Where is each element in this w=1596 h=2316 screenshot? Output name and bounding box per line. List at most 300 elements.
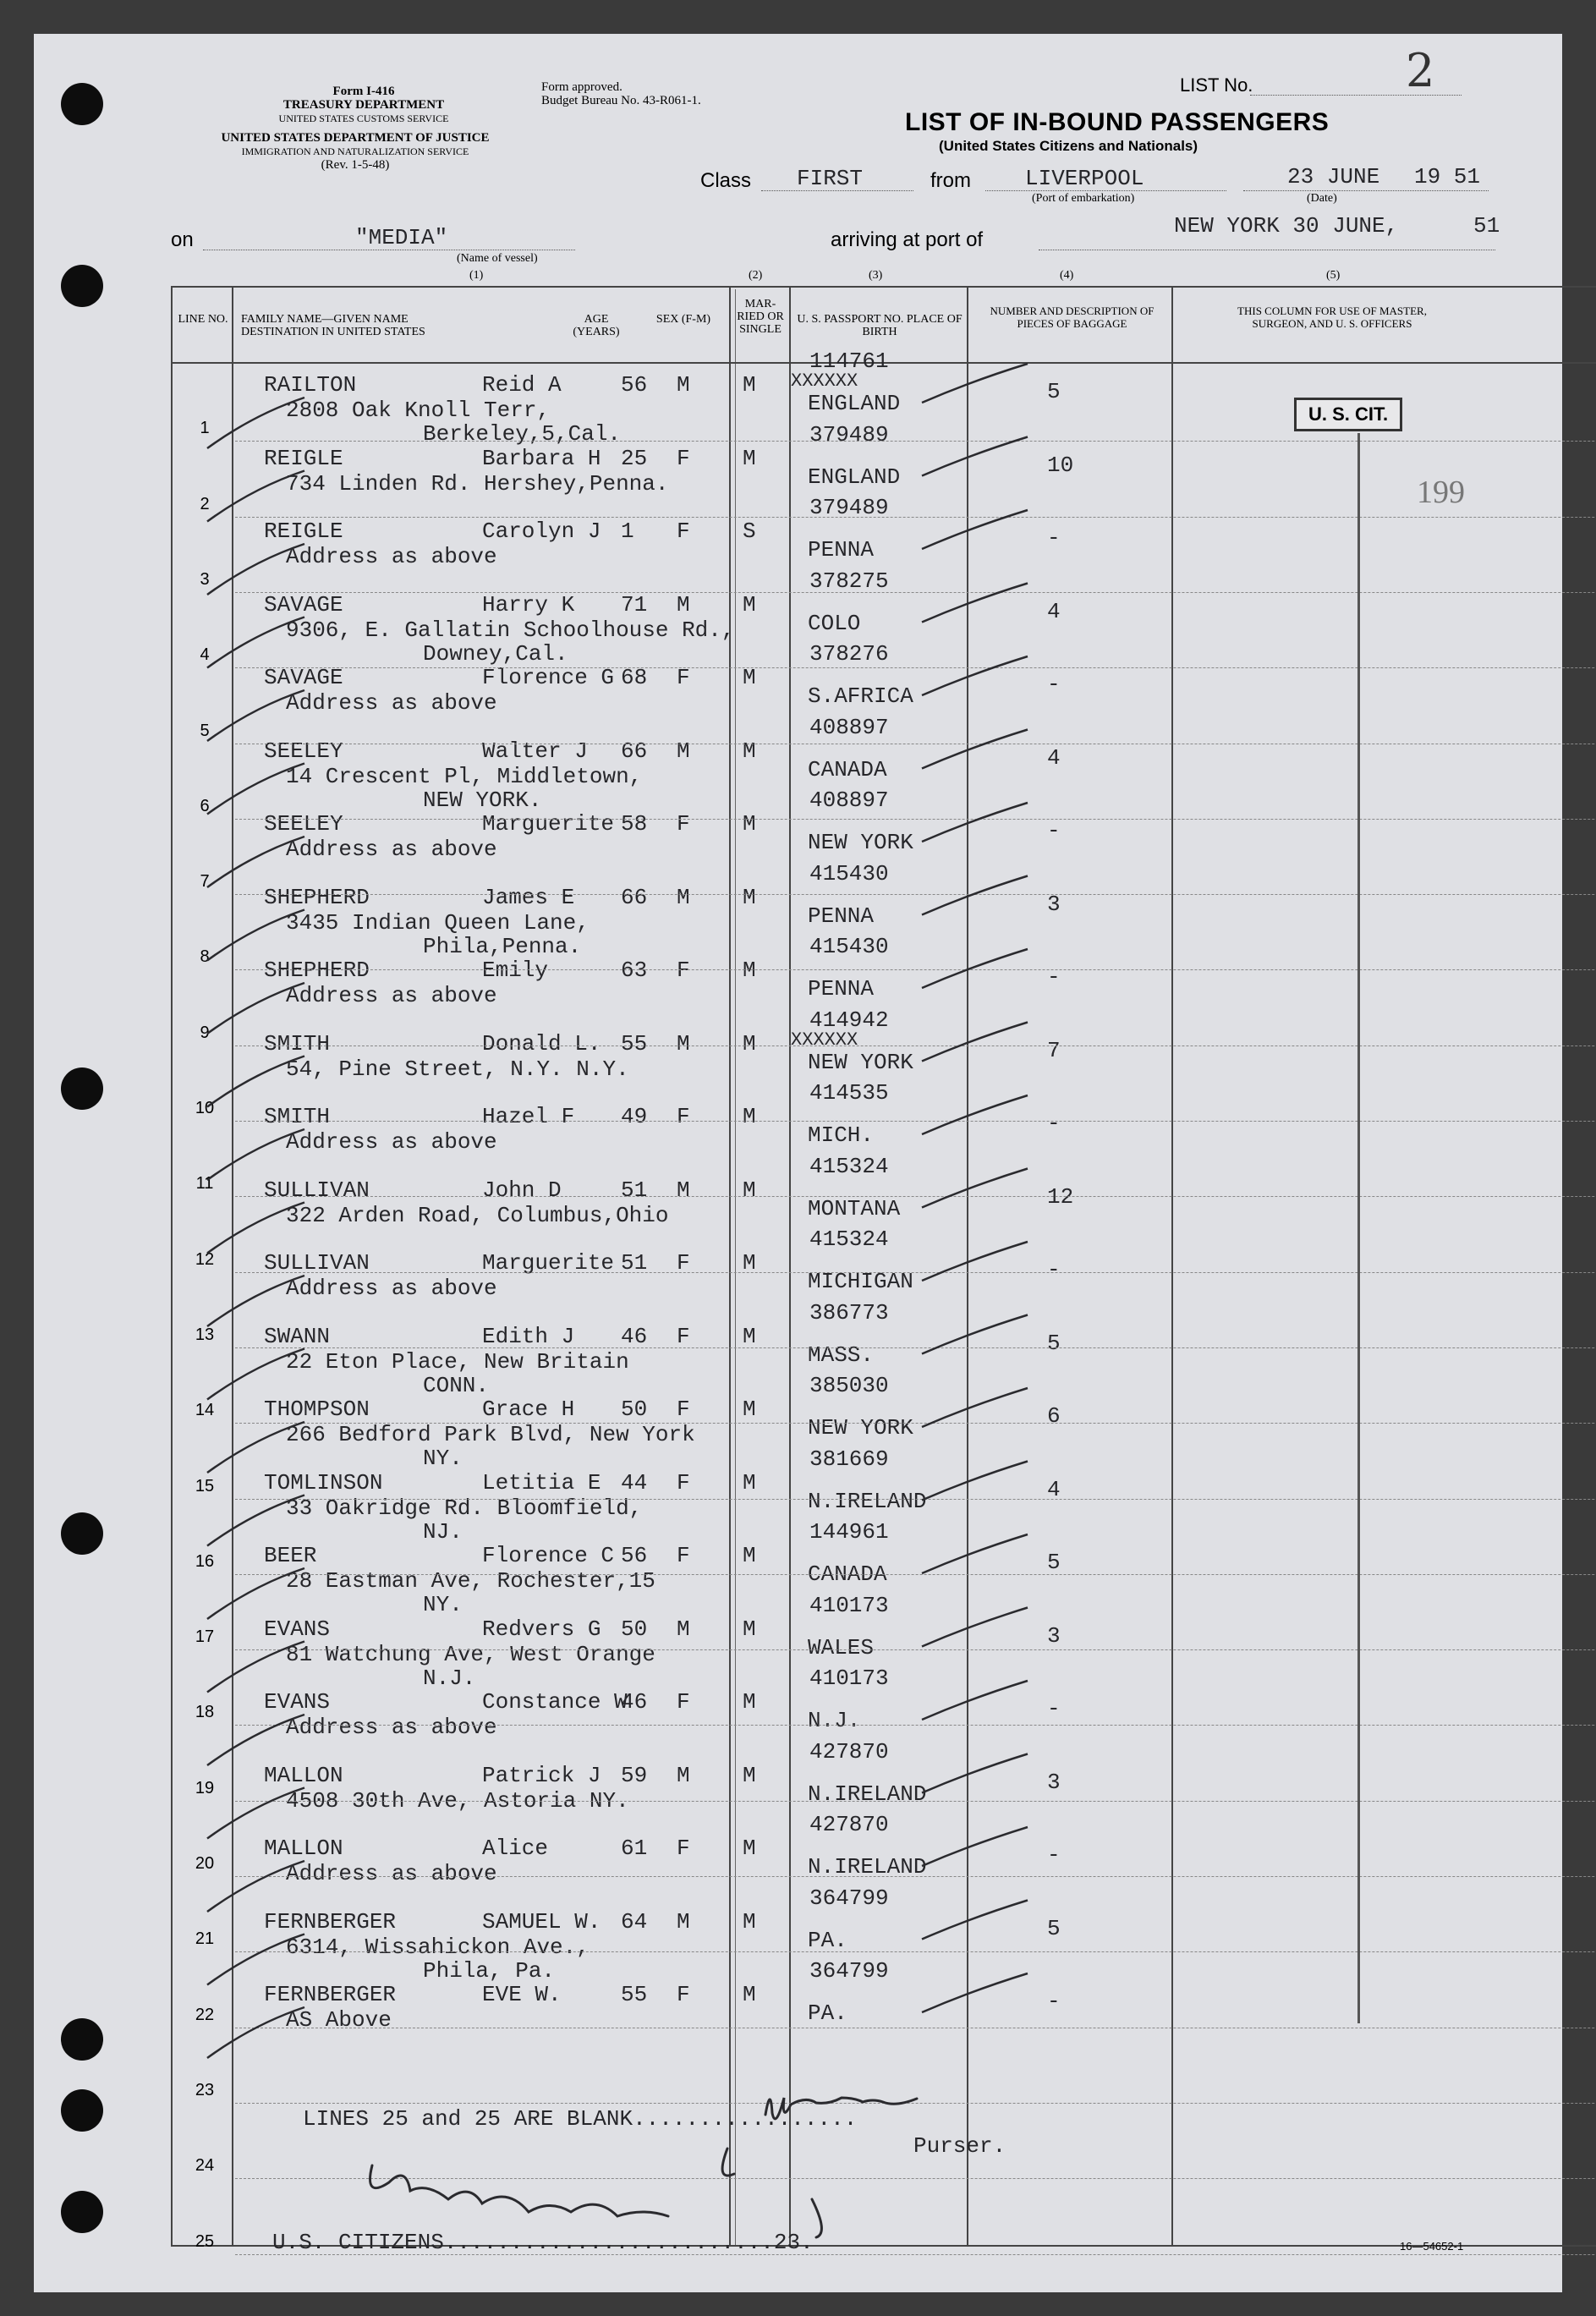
check-mark-name [207,471,304,522]
passenger-age: 61 [621,1836,648,1861]
passenger-sex: M [677,1616,690,1642]
clerk-signature [370,2149,822,2237]
passenger-family-name: SMITH [264,1104,331,1129]
col-head-age: AGE (YEARS) [573,313,620,338]
place-of-birth: MASS. [808,1342,875,1368]
place-of-birth: MICH. [808,1122,875,1148]
passenger-family-name: SMITH [264,1030,331,1056]
check-mark-name [207,1642,304,1693]
col-head-married: MAR-RIED OR SINGLE [737,298,784,336]
check-mark-passport [922,1534,1028,1573]
baggage-count: 4 [1047,744,1061,771]
passenger-address: 14 Crescent Pl, Middletown, [286,763,643,789]
passenger-address: 22 Eton Place, New Britain [286,1348,629,1375]
passenger-marital-status: M [743,591,756,617]
place-of-birth: MICHIGAN [808,1269,913,1294]
passport-number: 364799 [809,1885,889,1911]
place-of-birth: COLO [808,610,861,636]
baggage-count: 3 [1047,891,1061,917]
baggage-count: 5 [1047,1550,1061,1575]
line-number: 25 [195,2231,215,2251]
from-label: from [930,169,971,192]
col-head-passport: U. S. PASSPORT NO. PLACE OF BIRTH [797,313,963,338]
passenger-family-name: MALLON [264,1836,343,1861]
port-caption: (Port of embarkation) [1032,192,1135,205]
blank-lines-note: LINES 25 and 25 ARE BLANK................. [303,2106,858,2132]
purser-label: Purser. [913,2133,1006,2159]
port-embarkation: LIVERPOOL [1025,166,1144,191]
passenger-address: 33 Oakridge Rd. Bloomfield, [286,1495,643,1521]
check-mark-passport [922,1608,1028,1647]
passenger-marital-status: M [743,738,756,764]
baggage-count: - [1047,818,1061,843]
passenger-family-name: SWANN [264,1323,331,1349]
form-revision: (Rev. 1-5-48) [321,158,390,172]
passport-number: 410173 [809,1592,889,1618]
class-label: Class [700,169,752,192]
baggage-count: 12 [1047,1183,1074,1210]
passenger-sex: M [677,1908,690,1935]
line-number: 4 [200,645,210,665]
dept-immigration: IMMIGRATION AND NATURALIZATION SERVICE [241,145,469,157]
passenger-address: 81 Watchung Ave, West Orange [286,1641,655,1667]
passenger-age: 64 [621,1908,648,1935]
check-mark-passport [922,656,1028,695]
passenger-marital-status: M [743,958,756,983]
col-num-3: (3) [869,269,883,282]
passport-number: 427870 [809,1812,889,1837]
passenger-sex: F [677,665,690,690]
passenger-address-2: NEW YORK. [423,787,542,813]
passenger-marital-status: M [743,1982,756,2007]
passenger-sex: F [677,1836,690,1861]
passenger-age: 49 [621,1104,648,1129]
col-head-name-text: FAMILY NAME—GIVEN NAME [241,313,409,326]
passenger-age: 25 [621,445,648,471]
passport-number: 386773 [809,1299,889,1325]
place-of-birth: ENGLAND [808,464,901,490]
check-mark-passport [922,1754,1028,1793]
col-head-officers: THIS COLUMN FOR USE OF MASTER, SURGEON, AND U. S. OFFICERS [1237,305,1427,330]
check-mark-name [207,1935,304,1985]
passenger-address: Address as above [286,690,497,716]
passenger-marital-status: M [743,811,756,837]
baggage-count: 5 [1047,379,1061,404]
passport-number: 385030 [809,1373,889,1398]
baggage-count: - [1047,964,1061,990]
date-caption: (Date) [1307,192,1337,205]
passenger-marital-status: M [743,1689,756,1715]
passenger-marital-status: M [743,1177,756,1203]
passenger-address-2: NY. [423,1592,463,1617]
passenger-given-name: Emily [482,958,549,983]
check-mark-name [207,910,304,961]
passenger-given-name: Donald L. [482,1030,601,1056]
passenger-marital-status: M [743,1104,756,1129]
passport-number: 414535 [809,1080,889,1106]
passenger-address: 322 Arden Road, Columbus,Ohio [286,1202,669,1228]
line-number: 3 [200,569,210,589]
col-head-baggage: NUMBER AND DESCRIPTION OF PIECES OF BAGGAGE [990,305,1154,330]
baggage-count: 3 [1047,1622,1061,1649]
dept-justice: UNITED STATES DEPARTMENT OF JUSTICE [221,131,490,145]
line-number: 13 [195,1325,215,1344]
passenger-address-2: N.J. [423,1665,476,1691]
passenger-age: 68 [621,665,648,690]
passenger-age: 66 [621,738,648,764]
check-mark-name [207,1349,304,1400]
passenger-address: Address as above [286,1861,497,1886]
passenger-sex: F [677,1250,690,1276]
passenger-sex: F [677,445,690,471]
passenger-sex: M [677,1030,690,1056]
passport-number: 144961 [809,1519,889,1545]
passenger-age: 66 [621,884,648,910]
place-of-birth: MONTANA [808,1195,901,1221]
passenger-family-name: FERNBERGER [264,1982,397,2007]
baggage-count: 4 [1047,598,1061,624]
passenger-family-name: SEELEY [264,811,343,837]
check-mark-passport [922,1827,1028,1866]
passenger-age: 46 [621,1323,648,1349]
passenger-marital-status: M [743,1323,756,1349]
dept-customs: UNITED STATES CUSTOMS SERVICE [278,113,449,124]
check-mark-name [207,1276,304,1326]
form-number: Form I-416 [332,85,395,98]
passport-number: 415430 [809,934,889,959]
passenger-given-name: John D [482,1177,562,1203]
line-number: 14 [195,1401,215,1420]
line-number: 7 [200,872,210,892]
passenger-age: 51 [621,1177,648,1203]
passenger-family-name: FERNBERGER [264,1908,397,1935]
passenger-age: 44 [621,1469,648,1496]
passport-number: 381669 [809,1446,889,1472]
passenger-family-name: REIGLE [264,519,343,544]
on-label: on [171,228,194,251]
passenger-address: AS Above [286,2007,392,2033]
passenger-sex: M [677,591,690,617]
passenger-sex: F [677,1689,690,1715]
passenger-family-name: SULLIVAN [264,1250,370,1276]
passport-number: 415430 [809,860,889,886]
check-mark-name [207,1861,304,1912]
dept-treasury: TREASURY DEPARTMENT [282,98,445,112]
check-mark-name [207,2007,304,2058]
passenger-age: 56 [621,372,648,398]
passenger-age: 63 [621,958,648,983]
passenger-family-name: REIGLE [264,445,343,471]
passenger-marital-status: S [743,519,756,544]
departure-date: 23 JUNE [1287,164,1380,189]
place-of-birth: PA. [808,1927,847,1953]
passenger-sex: M [677,884,690,910]
arriving-label: arriving at port of [831,228,984,251]
passenger-address: Address as above [286,544,497,569]
col-num-5: (5) [1326,269,1341,282]
passenger-given-name: Carolyn J [482,519,601,544]
passport-number: 410173 [809,1666,889,1691]
passenger-address: 6314, Wissahickon Ave., [286,1934,590,1960]
passenger-given-name: Walter J [482,738,588,764]
baggage-count: 4 [1047,1476,1061,1502]
passenger-age: 56 [621,1543,648,1568]
baggage-count: 7 [1047,1037,1061,1063]
budget-text: Budget Bureau No. 43-R061-1. [541,94,701,107]
passenger-given-name: Patrick J [482,1762,601,1788]
passenger-family-name: THOMPSON [264,1397,370,1422]
line-number: 2 [200,494,210,513]
check-mark-name [207,617,304,668]
passenger-sex: F [677,519,690,544]
passenger-given-name: Letitia E [482,1469,601,1496]
document-title: LIST OF IN-BOUND PASSENGERS [905,108,1330,136]
place-of-birth: CANADA [808,756,887,782]
passenger-marital-status: M [743,884,756,910]
passenger-sex: F [677,1323,690,1349]
check-mark-passport [922,1169,1028,1208]
passport-number: 364799 [809,1958,889,1984]
baggage-count: 10 [1047,452,1074,478]
baggage-count: - [1047,1696,1061,1721]
check-mark-passport [922,1901,1028,1940]
passenger-given-name: James E [482,884,575,910]
baggage-count: 5 [1047,1330,1061,1356]
passenger-given-name: Marguerite [482,811,615,837]
passenger-sex: M [677,1762,690,1788]
passenger-marital-status: M [743,1030,756,1056]
passenger-sex: F [677,958,690,983]
passport-number: 378275 [809,568,889,594]
passenger-address-2: Downey,Cal. [423,640,568,667]
passenger-address: 3435 Indian Queen Lane, [286,909,590,936]
passenger-address: Address as above [286,837,497,862]
place-of-birth: NEW YORK [808,830,913,855]
passport-number: 378276 [809,641,889,667]
line-number: 19 [195,1778,215,1797]
passenger-given-name: SAMUEL W. [482,1908,601,1935]
check-mark-passport [922,1973,1028,2012]
line-number: 12 [195,1249,215,1269]
check-mark-passport [922,1023,1028,1062]
passenger-marital-status: M [743,1397,756,1422]
passenger-given-name: Redvers G [482,1616,601,1642]
col-num-4: (4) [1060,269,1074,282]
passenger-given-name: Grace H [482,1397,575,1422]
passport-number: 427870 [809,1738,889,1764]
passport-number: 114761 [809,348,889,374]
passenger-address: 734 Linden Rd. Hershey,Penna. [286,470,669,497]
col-num-1: (1) [469,269,484,282]
passenger-age: 55 [621,1982,648,2007]
check-mark-passport [922,364,1028,403]
departure-year: 19 51 [1414,164,1481,189]
passport-number: 415324 [809,1153,889,1179]
class-value: FIRST [797,166,864,191]
check-mark-passport [922,1462,1028,1501]
baggage-count: 5 [1047,1915,1061,1941]
passenger-sex: F [677,1469,690,1496]
passenger-given-name: EVE W. [482,1982,562,2007]
passenger-sex: F [677,1543,690,1568]
place-of-birth: PENNA [808,537,875,563]
check-mark-passport [922,437,1028,476]
check-mark-name [207,1496,304,1546]
check-mark-passport [922,584,1028,623]
baggage-count: - [1047,525,1061,551]
approved-text: Form approved. [541,80,622,94]
place-of-birth: N.IRELAND [808,1781,927,1807]
passenger-given-name: Florence G [482,665,615,690]
place-of-birth: N.J. [808,1708,861,1733]
passenger-age: 51 [621,1250,648,1276]
passenger-address: Address as above [286,1276,497,1301]
passenger-address: Address as above [286,1129,497,1155]
col-num-2: (2) [749,269,763,282]
passenger-address: 9306, E. Gallatin Schoolhouse Rd., [286,617,735,643]
baggage-count: - [1047,1842,1061,1868]
line-number: 22 [195,2005,215,2024]
passenger-family-name: SEELEY [264,738,343,764]
passenger-marital-status: M [743,372,756,398]
place-of-birth: PENNA [808,903,875,929]
passenger-marital-status: M [743,1908,756,1935]
passenger-address: 266 Bedford Park Blvd, New York [286,1422,695,1447]
line-number: 6 [200,796,210,815]
line-number: 24 [195,2156,215,2176]
passenger-address-2: Phila,Penna. [423,933,582,959]
passenger-age: 1 [621,519,634,544]
passenger-marital-status: M [743,445,756,471]
arrival-year: 51 [1473,213,1500,239]
passenger-address: Address as above [286,1715,497,1740]
passenger-sex: M [677,1177,690,1203]
check-mark-passport [922,803,1028,842]
passenger-family-name: SHEPHERD [264,884,370,910]
check-mark-passport [922,1242,1028,1281]
line-number: 10 [195,1099,215,1117]
check-mark-passport [922,1315,1028,1354]
baggage-count: - [1047,672,1061,697]
passenger-age: 46 [621,1689,648,1715]
passenger-address-2: NY. [423,1446,463,1471]
passenger-given-name: Marguerite [482,1250,615,1276]
passenger-family-name: SAVAGE [264,665,343,690]
passenger-age: 58 [621,811,648,837]
check-mark-passport [922,1095,1028,1134]
passenger-family-name: SAVAGE [264,591,343,617]
line-number: 9 [200,1023,210,1042]
list-no-label: LIST No. [1180,74,1253,96]
passenger-marital-status: M [743,1469,756,1496]
passenger-marital-status: M [743,1543,756,1568]
place-of-birth: NEW YORK [808,1415,913,1441]
line-number: 11 [195,1174,214,1194]
place-of-birth: WALES [808,1634,875,1660]
passport-number: 414942 [809,1007,889,1033]
line-number: 18 [195,1703,215,1722]
baggage-count: - [1047,1111,1061,1136]
arrival-port-date: NEW YORK 30 JUNE, [1174,213,1399,239]
col-head-dest-text: DESTINATION IN UNITED STATES [241,326,425,338]
passport-number: 379489 [809,421,889,447]
baggage-count: - [1047,1257,1061,1282]
page-number-handwritten: 2 [1406,44,1435,97]
passenger-given-name: Harry K [482,591,575,617]
passenger-sex: M [677,738,690,764]
purser-signature [765,2098,917,2119]
line-number: 16 [195,1551,215,1571]
passenger-given-name: Constance W [482,1689,628,1715]
passport-number: 408897 [809,714,889,740]
passenger-given-name: Florence C [482,1543,615,1568]
citizens-total: U.S. CITIZENS.........................23. [272,2230,814,2255]
baggage-count: 3 [1047,1769,1061,1795]
passenger-address: 28 Eastman Ave, Rochester,15 [286,1568,655,1594]
us-citizen-stamp: U. S. CIT. [1294,398,1402,431]
baggage-count: 6 [1047,1403,1061,1429]
passenger-marital-status: M [743,1836,756,1861]
col-head-sex: SEX (F-M) [655,313,711,326]
passenger-address: 4508 30th Ave, Astoria NY. [286,1787,629,1814]
check-mark-name [207,1129,304,1180]
check-mark-name [207,764,304,815]
passenger-given-name: Barbara H [482,445,601,471]
col-head-line-no: LINE NO. [178,313,228,326]
line-number: 21 [195,1929,215,1949]
line-number: 20 [195,1854,215,1873]
passenger-marital-status: M [743,1762,756,1788]
passenger-family-name: EVANS [264,1616,331,1642]
passenger-age: 50 [621,1616,648,1642]
passenger-age: 59 [621,1762,648,1788]
check-mark-name [207,1715,304,1765]
passenger-marital-status: M [743,1250,756,1276]
passenger-address-2: Phila, Pa. [423,1957,556,1984]
passenger-age: 71 [621,591,648,617]
passenger-sex: F [677,811,690,837]
passenger-given-name: Reid A [482,372,562,398]
passenger-given-name: Edith J [482,1323,575,1349]
passenger-family-name: SULLIVAN [264,1177,370,1203]
line-number: 15 [195,1476,215,1496]
passenger-given-name: Alice [482,1836,549,1861]
check-mark-passport [922,730,1028,769]
passport-number: 379489 [809,495,889,520]
margin-number: 199 [1417,475,1465,510]
print-code: 16—54652-1 [1400,2240,1464,2253]
passenger-address-2: CONN. [423,1372,490,1398]
baggage-count: - [1047,1989,1061,2014]
check-mark-name [207,1422,304,1473]
place-of-birth: PA. [808,2000,847,2026]
passenger-sex: F [677,1397,690,1422]
check-mark-name [207,690,304,741]
check-mark-name [207,398,304,448]
passenger-family-name: RAILTON [264,372,357,398]
check-mark-name [207,544,304,595]
passenger-address: Address as above [286,983,497,1008]
passport-number: 415324 [809,1227,889,1252]
check-mark-name [207,837,304,887]
passenger-family-name: MALLON [264,1762,343,1788]
passenger-age: 50 [621,1397,648,1422]
passenger-marital-status: M [743,665,756,690]
line-number: 5 [200,721,210,740]
check-mark-passport [922,1388,1028,1427]
line-number: 17 [195,1627,215,1647]
place-of-birth: ENGLAND [808,391,901,416]
